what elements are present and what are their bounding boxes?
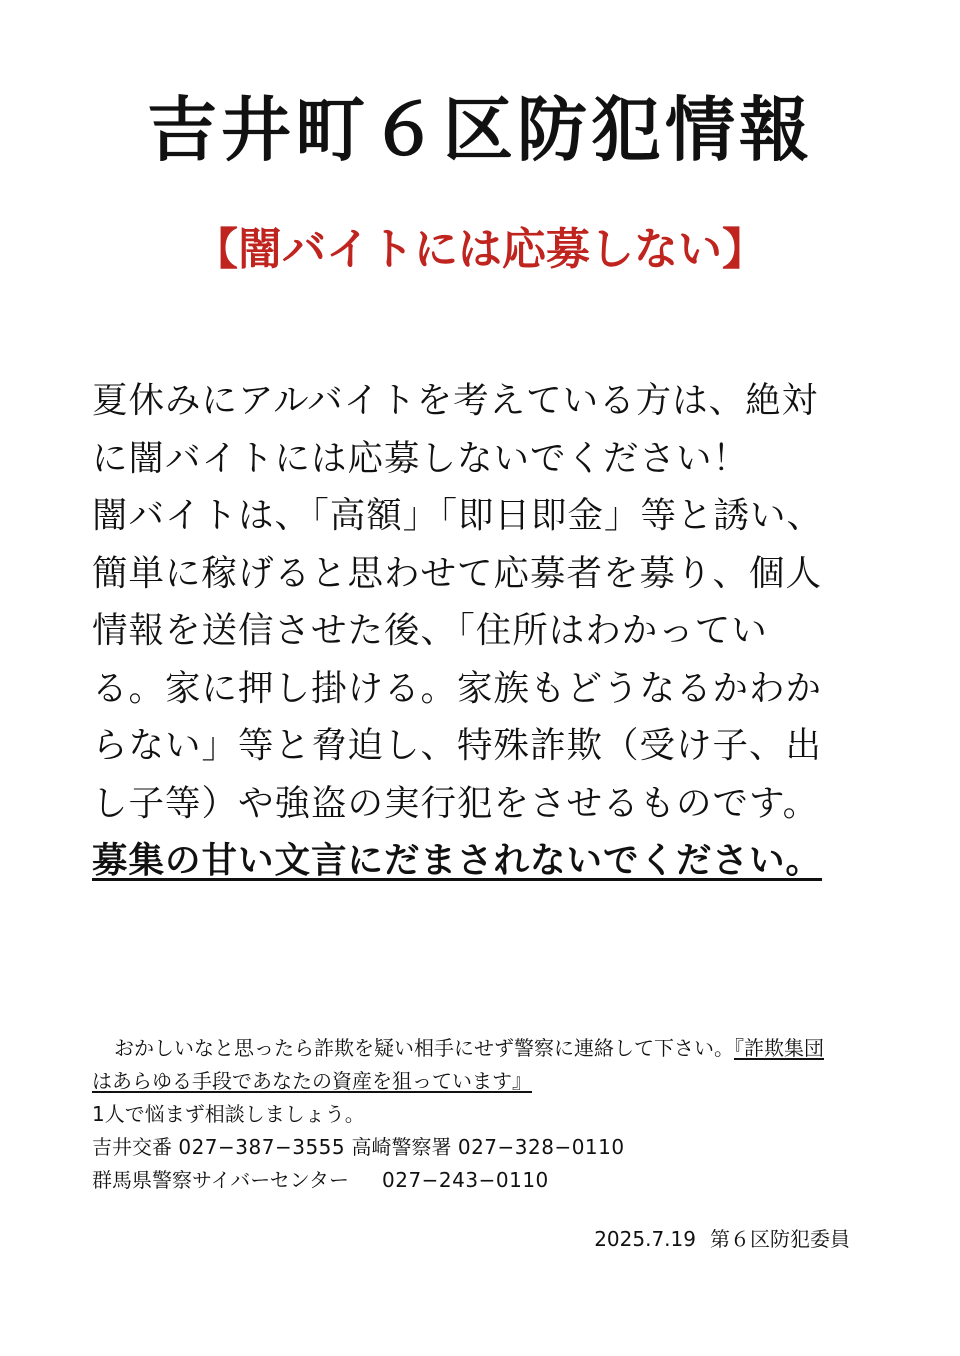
footer-notice-text: おかしいなと思ったら詐欺を疑い相手にせず警察に連絡して下さい。 [114, 1036, 734, 1060]
page-subtitle: 【闇バイトには応募しない】 [194, 224, 766, 275]
body-line: 情報を送信させた後、「住所はわかってい [92, 610, 768, 651]
cyber-center-row [92, 1164, 872, 1197]
police-station-phone: 027−328−0110 [457, 1135, 625, 1159]
body-line: 簡単に稼げると思わせて応募者を募り、個人 [92, 552, 823, 594]
cyber-center-phone: 027−243−0110 [382, 1168, 549, 1192]
footer-consult: 1人で悩まず相談しましょう。 [92, 1102, 365, 1126]
page-title: 吉井町６区防犯情報 [147, 89, 813, 171]
signature-author: 第６区防犯委員 [710, 1227, 850, 1251]
body-line: る。家に押し掛ける。家族もどうなるかわか [92, 667, 823, 709]
body-line: らない」等と脅迫し、特殊詐欺（受け子、出 [92, 725, 823, 766]
koban-name: 吉井交番 [92, 1135, 172, 1159]
footer-section [92, 1032, 872, 1197]
body-line: 夏休みにアルバイトを考えている方は、絶対 [92, 380, 819, 421]
footer-notice-line [92, 1032, 872, 1065]
body-paragraph [92, 372, 872, 890]
police-station-name: 高崎警察署 [351, 1135, 452, 1159]
footer-notice-underlined: 『詐欺集団 [734, 1036, 824, 1060]
body-line: に闇バイトには応募しないでください！ [92, 437, 750, 479]
cyber-center-name: 群馬県警察サイバーセンター [92, 1168, 349, 1192]
signature [0, 1224, 850, 1254]
signature-date: 2025.7.19 [594, 1227, 696, 1251]
footer-notice-underlined-cont: はあらゆる手段であなたの資産を狙っています』 [92, 1069, 532, 1093]
contact-row [92, 1131, 872, 1164]
koban-phone: 027−387−3555 [178, 1135, 346, 1159]
body-line: し子等）や強盗の実行犯をさせるものです。 [92, 782, 820, 824]
body-line: 闇バイトは、「高額」「即日即金」等と誘い、 [92, 495, 824, 536]
emphasis-warning: 募集の甘い文言にだまされないでください。 [92, 840, 823, 881]
